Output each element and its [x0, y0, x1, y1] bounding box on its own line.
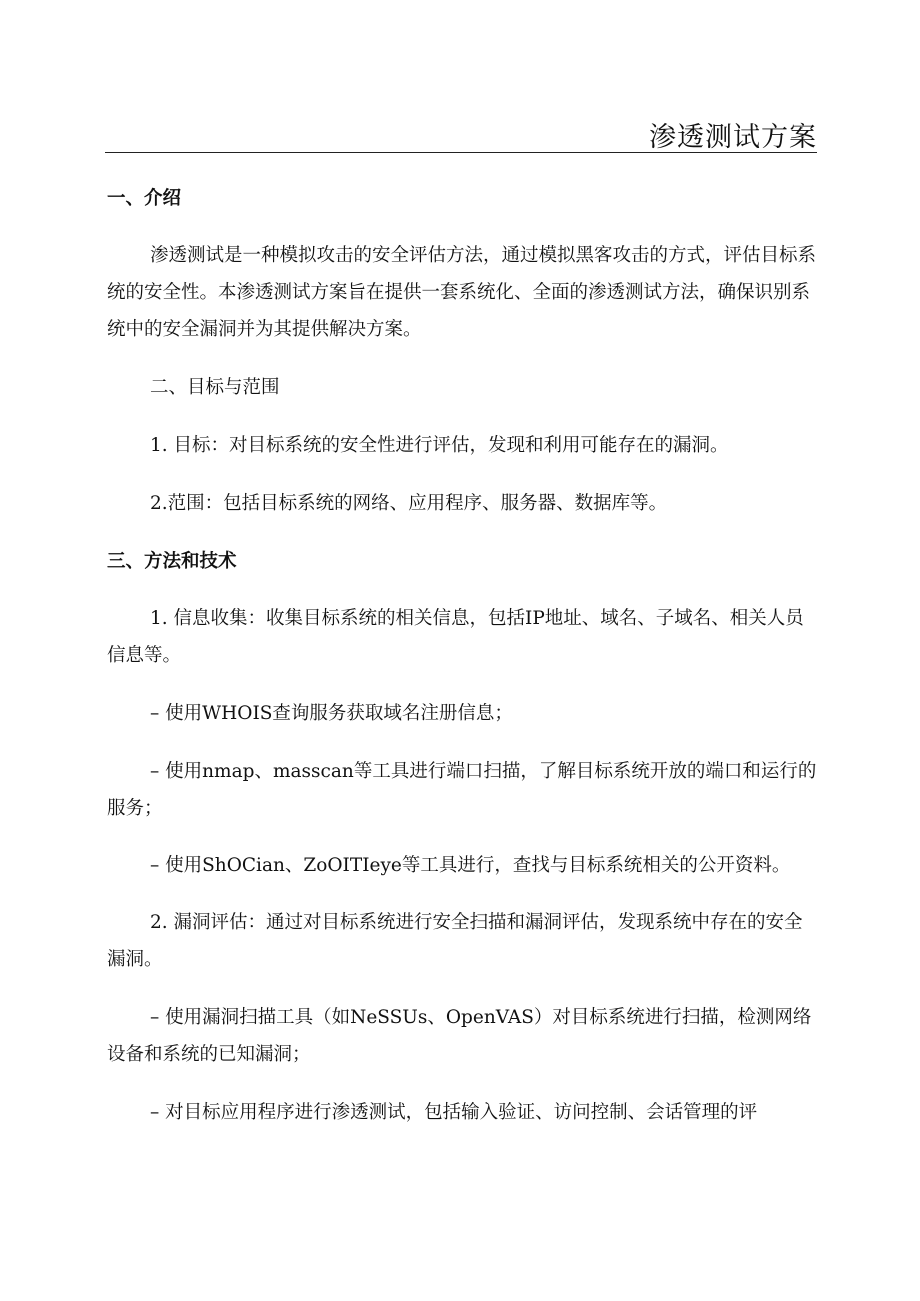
section-heading-introduction: 一、介绍 — [107, 188, 182, 209]
goal-item: 1. 目标：对目标系统的安全性进行评估，发现和利用可能存在的漏洞。 — [150, 435, 729, 456]
info-bullet-public-info: – 使用ShOCian、ZoOITIeye等工具进行，查找与目标系统相关的公开资料。 — [150, 855, 791, 876]
header-divider — [105, 152, 817, 153]
document-title: 渗透测试方案 — [649, 122, 817, 153]
document-body — [107, 180, 819, 1131]
info-bullet-port-scan: – 使用nmap、masscan等工具进行端口扫描，了解目标系统开放的端口和运行的服务； — [107, 761, 817, 819]
info-bullet-whois: – 使用WHOIS查询服务获取域名注册信息； — [150, 703, 513, 724]
method-info-gathering: 1. 信息收集：收集目标系统的相关信息，包括IP地址、域名、子域名、相关人员信息等。 — [107, 608, 804, 666]
method-vulnerability-assessment: 2. 漏洞评估：通过对目标系统进行安全扫描和漏洞评估，发现系统中存在的安全漏洞。 — [107, 912, 803, 970]
section-heading-methods: 三、方法和技术 — [107, 551, 237, 572]
introduction-paragraph: 渗透测试是一种模拟攻击的安全评估方法，通过模拟黑客攻击的方式，评估目标系统的安全性。本渗透测试方案旨在提供一套系统化、全面的渗透测试方法，确保识别系统中的安全漏洞并为其提供解决方案。 — [107, 245, 817, 340]
section-heading-goals-scope: 二、目标与范围 — [150, 377, 280, 398]
vuln-bullet-scanner: – 使用漏洞扫描工具（如NeSSUs、OpenVAS）对目标系统进行扫描，检测网络设备和系统的已知漏洞； — [107, 1007, 812, 1065]
vuln-bullet-app-pentest: – 对目标应用程序进行渗透测试，包括输入验证、访问控制、会话管理的评 — [150, 1102, 758, 1123]
scope-item: 2.范围：包括目标系统的网络、应用程序、服务器、数据库等。 — [150, 493, 668, 514]
